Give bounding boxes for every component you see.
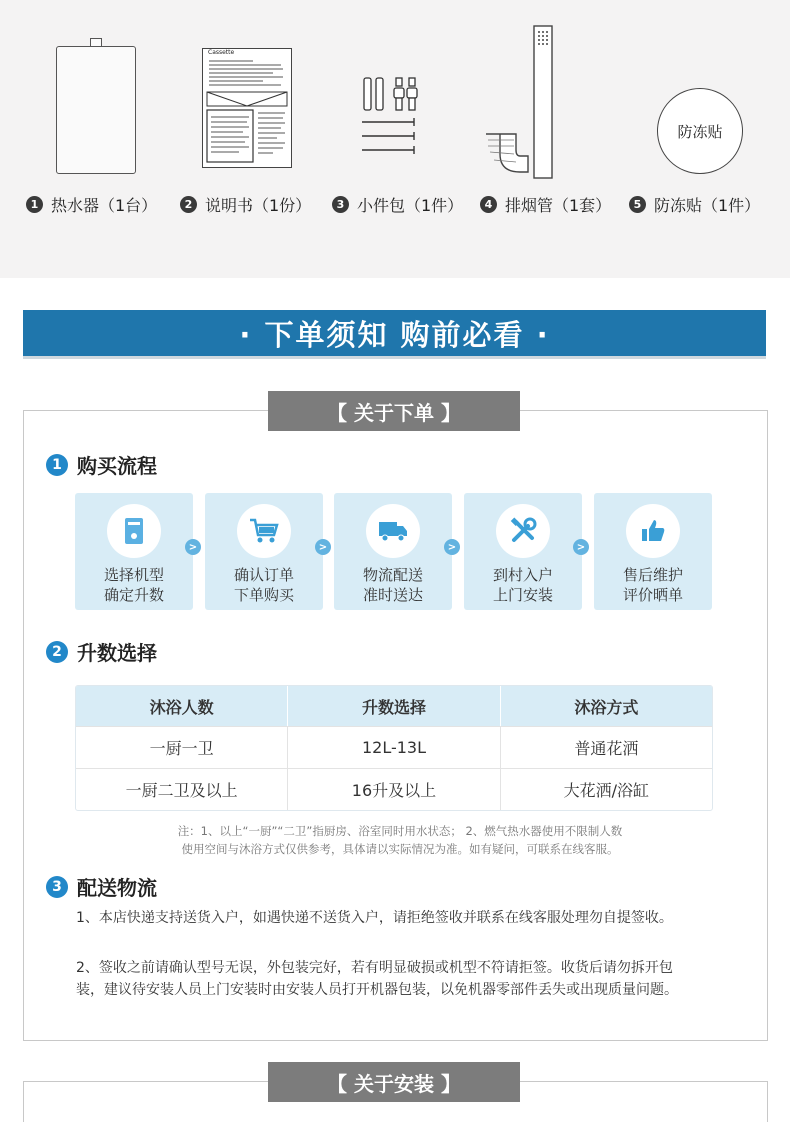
package-contents-panel: [0, 0, 790, 278]
table-cell: 12L-13L: [288, 726, 500, 768]
accessory-kit-illustration: [352, 72, 432, 168]
order-section-header: [268, 391, 520, 431]
item-label-text: 小件包（1件）: [357, 195, 464, 215]
item-label-manual: [180, 192, 311, 216]
flow-card-confirm-order: [205, 493, 323, 610]
item-number-badge: 2: [180, 196, 197, 213]
flow-card-line2: 上门安装: [492, 586, 553, 604]
item-number-badge: 4: [480, 196, 497, 213]
flow-card-line2: 下单购买: [233, 586, 294, 604]
delivery-paragraph-1: 1、本店快递支持送货入户，如遇快递不送货入户，请拒绝签收并联系在线客服处理勿自提签收。: [76, 910, 673, 926]
flow-arrow-icon: >: [573, 539, 589, 555]
water-heater-illustration: [56, 46, 136, 174]
table-row: [76, 768, 712, 810]
flow-card-line1: 到村入户: [492, 566, 553, 584]
table-row: [76, 726, 712, 768]
delivery-truck-icon: [366, 504, 420, 558]
order-section-header-text: 【 关于下单 】: [327, 400, 461, 425]
table-footnote: [100, 822, 700, 858]
flow-arrow-icon: >: [444, 539, 460, 555]
flow-card-line1: 确认订单: [233, 566, 294, 584]
flow-card-line2: 确定升数: [103, 586, 164, 604]
flow-card-installation: [464, 493, 582, 610]
antifreeze-sticker-illustration: [657, 88, 743, 174]
install-section-header-text: 【 关于安装 】: [327, 1071, 461, 1096]
sticker-text: 防冻贴: [677, 122, 723, 141]
table-header-cell: 沐浴方式: [501, 686, 712, 726]
item-label-accessory-kit: [332, 192, 463, 216]
capacity-table: [75, 685, 713, 811]
flow-card-after-sales: [594, 493, 712, 610]
item-label-water-heater: [26, 192, 157, 216]
flow-arrow-icon: >: [315, 539, 331, 555]
tools-icon: [496, 504, 550, 558]
step-number-badge: 2: [46, 641, 68, 663]
table-cell: 大花洒/浴缸: [501, 768, 712, 810]
item-label-text: 排烟管（1套）: [505, 195, 612, 215]
flow-card-select-model: [75, 493, 193, 610]
item-number-badge: 3: [332, 196, 349, 213]
table-header-cell: 沐浴人数: [76, 686, 288, 726]
item-number-badge: 5: [629, 196, 646, 213]
flow-card-line2: 准时送达: [362, 586, 423, 604]
notice-banner: [23, 310, 766, 356]
step-title-text: 配送物流: [77, 876, 157, 900]
install-section-header: [268, 1062, 520, 1102]
item-label-exhaust-pipe: [480, 192, 611, 216]
shopping-cart-icon: [237, 504, 291, 558]
delivery-logistics-title: [46, 872, 157, 901]
thumbs-up-icon: [626, 504, 680, 558]
table-cell: 一厨一卫: [76, 726, 288, 768]
flow-card-line1: 售后维护: [622, 566, 683, 584]
item-label-text: 防冻贴（1件）: [654, 195, 761, 215]
banner-shadow: [23, 356, 766, 359]
manual-heading-text: Cassette: [208, 49, 235, 56]
item-number-badge: 1: [26, 196, 43, 213]
table-cell: 16升及以上: [288, 768, 500, 810]
manual-illustration: [202, 48, 292, 168]
purchase-flow-title: [46, 450, 157, 479]
step-number-badge: 1: [46, 454, 68, 476]
table-cell: 一厨二卫及以上: [76, 768, 288, 810]
capacity-selection-title: [46, 637, 157, 666]
step-title-text: 升数选择: [77, 641, 157, 665]
table-cell: 普通花洒: [501, 726, 712, 768]
water-heater-icon: [107, 504, 161, 558]
footnote-line: 注：1、以上“一厨”“二卫”指厨房、浴室同时用水状态； 2、燃气热水器使用不限制人数: [177, 824, 623, 838]
flow-card-line2: 评价晒单: [622, 586, 683, 604]
flow-card-line1: 选择机型: [103, 566, 164, 584]
flow-card-line1: 物流配送: [362, 566, 423, 584]
exhaust-pipe-illustration: [476, 22, 576, 182]
step-title-text: 购买流程: [77, 454, 157, 478]
step-number-badge: 3: [46, 876, 68, 898]
table-header-cell: 升数选择: [288, 686, 500, 726]
item-label-antifreeze-sticker: [629, 192, 760, 216]
flow-arrow-icon: >: [185, 539, 201, 555]
flow-card-logistics: [334, 493, 452, 610]
footnote-line: 使用空间与沐浴方式仅供参考，具体请以实际情况为准。如有疑问，可联系在线客服。: [181, 842, 619, 856]
delivery-paragraph-2: 2、签收之前请确认型号无误，外包装完好，若有明显破损或机型不符请拒签。收货后请勿拆开包装，建议待安装人员上门安装时由安装人员打开机器包装，以免机器零部件丢失或出现质量问题。: [76, 960, 678, 998]
item-label-text: 热水器（1台）: [51, 195, 158, 215]
table-header-row: [76, 686, 712, 726]
banner-title: · 下单须知 购前必看 ·: [239, 317, 550, 352]
item-label-text: 说明书（1份）: [205, 195, 312, 215]
